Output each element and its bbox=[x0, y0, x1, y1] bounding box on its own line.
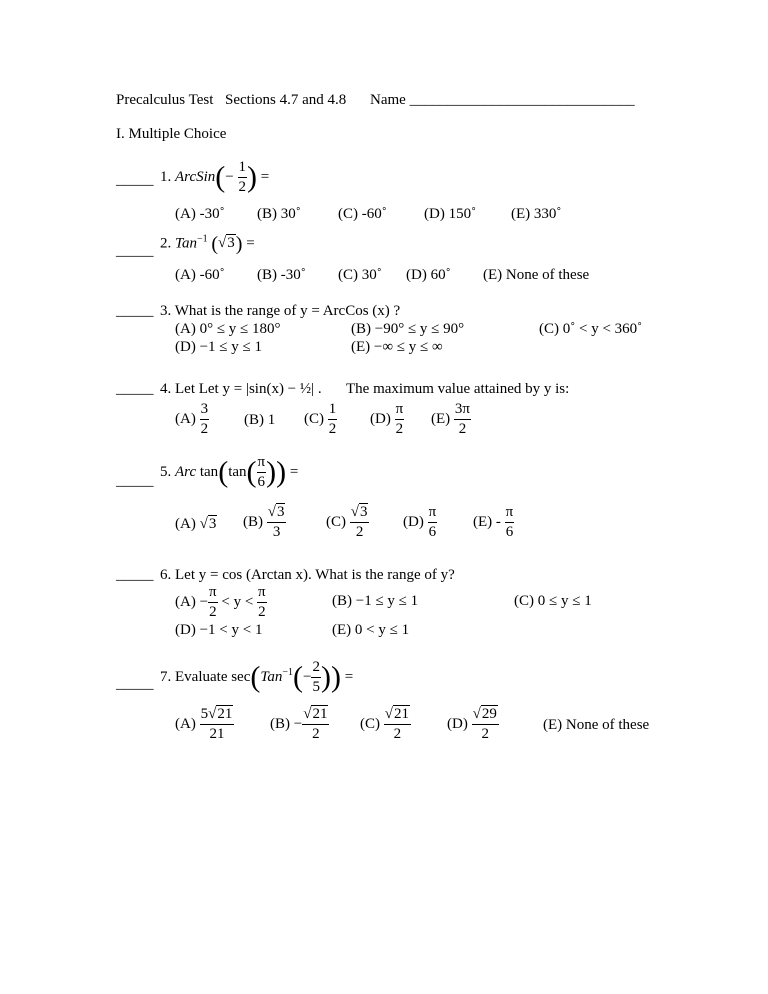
minus-sign: − bbox=[199, 593, 209, 610]
paren-close: ) bbox=[247, 160, 257, 194]
q7-choice-a bbox=[175, 707, 234, 742]
name-field[interactable]: Name ______________________________ bbox=[370, 92, 635, 108]
q5-choice-e bbox=[473, 505, 514, 540]
square-root: √3 bbox=[218, 235, 235, 252]
question-5-expression bbox=[160, 455, 298, 490]
paren-open-inner: ( bbox=[292, 660, 303, 694]
answer-blank-7[interactable]: _____ bbox=[116, 676, 154, 692]
square-root: √3 bbox=[267, 504, 285, 520]
fraction bbox=[257, 585, 267, 620]
q3-choice-b: (B) −90° ≤ y ≤ 90° bbox=[351, 321, 465, 337]
numerator: 2 bbox=[312, 659, 320, 675]
q2-choice-a: (A) -60˚ bbox=[175, 267, 225, 283]
paren-open: ( bbox=[211, 233, 219, 255]
numerator bbox=[302, 707, 329, 724]
numerator bbox=[384, 707, 411, 724]
arcsin-func: ArcSin bbox=[175, 168, 216, 185]
paren-close-inner: ) bbox=[320, 660, 331, 694]
coefficient: 5 bbox=[200, 706, 209, 722]
q4-choice-b: (B) 1 bbox=[244, 412, 276, 428]
numerator bbox=[267, 505, 287, 522]
q1-choice-d: (D) 150˚ bbox=[424, 206, 477, 222]
fraction bbox=[472, 707, 499, 742]
question-4-stem: 4. Let Let y = |sin(x) − ½| . bbox=[160, 381, 322, 397]
question-1-expression bbox=[160, 160, 269, 195]
choice-label: (D) bbox=[403, 513, 424, 530]
fraction bbox=[428, 505, 438, 540]
question-2-number: 2. bbox=[160, 235, 172, 252]
fraction bbox=[200, 402, 210, 437]
arc-func: Arc bbox=[175, 463, 197, 480]
q1-choice-a: (A) -30˚ bbox=[175, 206, 225, 222]
q2-choice-d: (D) 60˚ bbox=[406, 267, 451, 283]
q6-choice-e: (E) 0 < y ≤ 1 bbox=[332, 622, 410, 638]
q6-choice-d: (D) −1 < y < 1 bbox=[175, 622, 263, 638]
q2-choice-c: (C) 30˚ bbox=[338, 267, 382, 283]
fraction bbox=[328, 402, 338, 437]
tan-func: tan bbox=[199, 463, 219, 480]
choice-label: (C) bbox=[360, 715, 380, 732]
denominator: 2 bbox=[350, 522, 370, 540]
answer-blank-2[interactable]: _____ bbox=[116, 243, 154, 259]
fraction bbox=[200, 707, 235, 742]
paren-close: ) bbox=[235, 233, 243, 255]
fraction bbox=[350, 505, 370, 540]
question-7-expression bbox=[160, 660, 353, 695]
q4-choice-c bbox=[304, 402, 337, 437]
paren-close-inner: ) bbox=[266, 455, 277, 489]
equals-sign: = bbox=[246, 235, 255, 252]
inequality: < y < bbox=[221, 593, 254, 610]
question-5-number: 5. bbox=[160, 463, 172, 480]
q6-choice-a bbox=[175, 585, 267, 620]
paren-open: ( bbox=[215, 160, 226, 194]
paren-open: ( bbox=[218, 455, 229, 489]
q1-choice-c: (C) -60˚ bbox=[338, 206, 387, 222]
test-title: Precalculus Test bbox=[116, 92, 214, 108]
equals-sign: = bbox=[260, 168, 270, 185]
question-3-stem: 3. What is the range of y = ArcCos (x) ? bbox=[160, 303, 401, 319]
choice-label: (B) bbox=[270, 715, 290, 732]
denominator: 2 bbox=[472, 724, 499, 742]
fraction bbox=[505, 505, 515, 540]
fraction bbox=[267, 505, 287, 540]
inverse-exponent: −1 bbox=[196, 233, 208, 245]
square-root: √3 bbox=[199, 516, 217, 532]
square-root: √21 bbox=[303, 706, 328, 722]
minus-sign: − bbox=[302, 668, 312, 685]
equals-sign: = bbox=[289, 463, 299, 480]
part-heading: I. Multiple Choice bbox=[116, 126, 227, 142]
square-root: √3 bbox=[350, 504, 368, 520]
square-root: √21 bbox=[384, 706, 409, 722]
q2-choice-b: (B) -30˚ bbox=[257, 267, 306, 283]
question-7-stem: 7. Evaluate sec bbox=[160, 668, 251, 685]
fraction bbox=[454, 402, 471, 437]
minus-sign: − bbox=[293, 715, 303, 732]
tan-func-inner: tan bbox=[228, 463, 247, 480]
q1-choice-b: (B) 30˚ bbox=[257, 206, 301, 222]
radicand: 3 bbox=[208, 516, 217, 532]
choice-label: (C) bbox=[304, 410, 324, 427]
denominator: 5 bbox=[312, 679, 320, 695]
numerator: π bbox=[395, 401, 404, 417]
q5-choice-c bbox=[326, 505, 369, 540]
denominator: 2 bbox=[384, 724, 411, 742]
denominator: 2 bbox=[200, 421, 209, 437]
denominator: 2 bbox=[302, 724, 329, 742]
choice-label: (D) bbox=[447, 715, 468, 732]
choice-label: (E) - bbox=[473, 513, 501, 530]
q7-choice-c bbox=[360, 707, 411, 742]
choice-label: (A) bbox=[175, 410, 196, 427]
choice-label: (B) bbox=[243, 513, 263, 530]
denominator: 3 bbox=[267, 522, 287, 540]
fraction bbox=[395, 402, 405, 437]
numerator: π bbox=[258, 584, 266, 600]
q3-choice-e: (E) −∞ ≤ y ≤ ∞ bbox=[351, 339, 443, 355]
choice-label: (A) bbox=[175, 516, 196, 532]
denominator: 21 bbox=[200, 724, 235, 742]
denominator: 6 bbox=[505, 524, 514, 540]
q3-choice-c: (C) 0˚ < y < 360˚ bbox=[539, 321, 643, 337]
q3-choice-d: (D) −1 ≤ y ≤ 1 bbox=[175, 339, 262, 355]
denominator: 2 bbox=[328, 421, 337, 437]
radicand: 3 bbox=[359, 504, 368, 520]
paren-open: ( bbox=[250, 660, 261, 694]
paren-close: ) bbox=[330, 660, 341, 694]
answer-blank-1[interactable]: _____ bbox=[116, 172, 154, 188]
q3-choice-a: (A) 0° ≤ y ≤ 180° bbox=[175, 321, 281, 337]
numerator: π bbox=[209, 584, 217, 600]
tan-func: Tan bbox=[260, 668, 283, 685]
denominator: 2 bbox=[454, 419, 471, 437]
sections-label: Sections 4.7 and 4.8 bbox=[225, 92, 347, 108]
question-1-number: 1. bbox=[160, 168, 172, 185]
q6-choice-b: (B) −1 ≤ y ≤ 1 bbox=[332, 593, 419, 609]
q7-choice-d bbox=[447, 707, 499, 742]
numerator: 3 bbox=[200, 401, 209, 417]
q6-choice-c: (C) 0 ≤ y ≤ 1 bbox=[514, 593, 592, 609]
radicand: 3 bbox=[227, 235, 235, 252]
denominator: 2 bbox=[258, 604, 266, 620]
numerator: π bbox=[428, 504, 437, 520]
q4-choice-a bbox=[175, 402, 209, 437]
question-4-tail: The maximum value attained by y is: bbox=[346, 381, 570, 397]
question-2-expression bbox=[160, 234, 255, 254]
numerator: π bbox=[257, 454, 266, 470]
choice-label: (D) bbox=[370, 410, 391, 427]
q2-choice-e: (E) None of these bbox=[483, 267, 590, 283]
question-6-stem: 6. Let y = cos (Arctan x). What is the range of y? bbox=[160, 567, 455, 583]
numerator: 3π bbox=[454, 401, 470, 417]
numerator: π bbox=[505, 504, 514, 520]
choice-label: (A) bbox=[175, 593, 196, 610]
fraction bbox=[384, 707, 411, 742]
choice-label: (E) bbox=[431, 410, 451, 427]
square-root: √29 bbox=[472, 706, 497, 722]
denominator: 2 bbox=[209, 604, 217, 620]
answer-blank-4[interactable]: _____ bbox=[116, 381, 154, 397]
numerator: 1 bbox=[328, 401, 337, 417]
radicand: 21 bbox=[312, 706, 328, 722]
equals-sign: = bbox=[344, 668, 354, 685]
q4-choice-d bbox=[370, 402, 404, 437]
q5-choice-b bbox=[243, 505, 286, 540]
denominator: 2 bbox=[238, 179, 246, 195]
answer-blank-5[interactable]: _____ bbox=[116, 473, 154, 489]
radicand: 29 bbox=[481, 706, 497, 722]
numerator bbox=[350, 505, 370, 522]
choice-label: (C) bbox=[326, 513, 346, 530]
fraction bbox=[311, 660, 321, 695]
radicand: 21 bbox=[217, 706, 233, 722]
radicand: 3 bbox=[276, 504, 285, 520]
inverse-exponent: −1 bbox=[282, 666, 293, 678]
denominator: 6 bbox=[428, 524, 437, 540]
denominator: 6 bbox=[257, 474, 266, 490]
q5-choice-d bbox=[403, 505, 437, 540]
fraction bbox=[257, 455, 267, 490]
answer-blank-6[interactable]: _____ bbox=[116, 567, 154, 583]
tan-func: Tan bbox=[175, 235, 197, 252]
radicand: 21 bbox=[393, 706, 409, 722]
q7-choice-b bbox=[270, 707, 329, 742]
minus-sign: − bbox=[225, 168, 234, 185]
numerator: 1 bbox=[238, 159, 246, 175]
numerator bbox=[200, 707, 235, 724]
answer-blank-3[interactable]: _____ bbox=[116, 303, 154, 319]
fraction bbox=[302, 707, 329, 742]
numerator bbox=[472, 707, 499, 724]
q5-choice-a bbox=[175, 517, 217, 532]
q7-choice-e: (E) None of these bbox=[543, 717, 650, 733]
paren-open-inner: ( bbox=[246, 455, 257, 489]
square-root: √21 bbox=[208, 706, 233, 722]
denominator: 2 bbox=[395, 421, 404, 437]
q1-choice-e: (E) 330˚ bbox=[511, 206, 562, 222]
paren-close: ) bbox=[276, 455, 287, 489]
fraction bbox=[208, 585, 218, 620]
fraction bbox=[238, 160, 248, 195]
choice-label: (A) bbox=[175, 715, 196, 732]
q4-choice-e bbox=[431, 402, 471, 437]
